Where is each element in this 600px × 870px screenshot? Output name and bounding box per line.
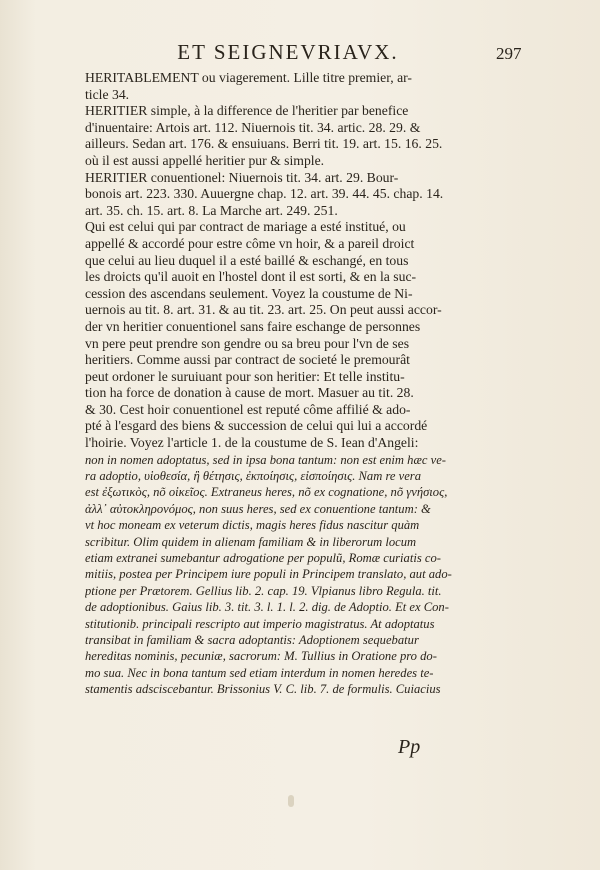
italic-line: scribitur. Olim quidem in alienam familiam & in liberorum locum bbox=[85, 534, 417, 549]
text-line: cession des ascendans seulement. Voyez la coustume de Ni- bbox=[85, 285, 413, 301]
text-line: heritiers. Comme aussi par contract de societé le premourât bbox=[85, 352, 410, 368]
italic-line: ἀλλ᾽ αὐτοκληρονόμος, non suus heres, sed ex conuentione tantum: & bbox=[85, 501, 431, 516]
signature-mark: Pp bbox=[398, 736, 421, 758]
italic-line: non in nomen adoptatus, sed in ipsa bona tantum: non est enim hæc ve- bbox=[85, 452, 446, 467]
italic-line: de adoptionibus. Gaius lib. 3. tit. 3. l. 1. l. 2. dig. de Adoptio. Et ex Con- bbox=[85, 600, 449, 615]
text-line: ailleurs. Sedan art. 176. & ensuiuans. Berri tit. 19. art. 15. 16. 25. bbox=[85, 136, 443, 152]
text-line: bonois art. 223. 330. Auuergne chap. 12. art. 39. 44. 45. chap. 14. bbox=[85, 186, 444, 202]
text-line: ticle 34. bbox=[85, 86, 130, 102]
text-line: tion ha force de donation à cause de mort. Masuer au tit. 28. bbox=[85, 385, 414, 401]
italic-line: ptione per Prætorem. Gellius lib. 2. cap. 19. Vlpianus libro Regula. tit. bbox=[85, 583, 442, 598]
page-number: 297 bbox=[496, 44, 522, 63]
italic-line: stamentis adsciscebantur. Brissonius V. C. lib. 7. de formulis. Cuiacius bbox=[85, 682, 441, 697]
italic-line: ra adoptio, υἱοθεσία, ἢ θέτησις, ἐκποίησις, εἰσποίησις. Nam re vera bbox=[85, 469, 421, 484]
text-line: HERITIER simple, à la difference de l'heritier par benefice bbox=[85, 103, 409, 119]
text-line: les droicts qu'il auoit en l'hostel dont il est sorti, & en la suc- bbox=[85, 269, 417, 285]
italic-line: vt hoc moneam ex veterum dictis, magis heres fidus nascitur quàm bbox=[85, 518, 420, 533]
text-line: l'hoirie. Voyez l'article 1. de la coustume de S. Iean d'Angeli: bbox=[85, 435, 419, 451]
text-line: HERITABLEMENT ou viagerement. Lille titre premier, ar- bbox=[85, 70, 412, 85]
text-line: où il est aussi appellé heritier pur & simple. bbox=[85, 152, 325, 168]
italic-line: mo sua. Nec in bona tantum sed etiam interdum in nomen heredes te- bbox=[85, 665, 434, 680]
page-smudge bbox=[288, 795, 294, 807]
italic-line: transibat in familiam & sacra adoptantis: Adoptionem sequebatur bbox=[85, 632, 419, 647]
text-line: pté à l'esgard des biens & succession de celui qui lui a accordé bbox=[85, 418, 428, 434]
text-line: d'inuentaire: Artois art. 112. Niuernois tit. 34. artic. 28. 29. & bbox=[85, 119, 421, 135]
text-line: peut ordoner le suruiuant pour son heritier: Et telle institu- bbox=[85, 368, 405, 384]
text-line: HERITIER conuentionel: Niuernois tit. 34. art. 29. Bour- bbox=[85, 169, 399, 185]
italic-line: hereditas nominis, pecuniæ, sacrorum: M. Tullius in Oratione pro do- bbox=[85, 649, 437, 664]
italic-line: stitutionib. principali rescripto aut imperio magistratus. At adoptatus bbox=[85, 616, 435, 631]
text-line: der vn heritier conuentionel sans faire eschange de personnes bbox=[85, 318, 421, 334]
text-line: que celui au lieu duquel il a esté baillé & eschangé, en tous bbox=[85, 252, 409, 268]
italic-line: etiam extranei sumebantur adrogatione per populũ, Romæ curiatis co- bbox=[85, 551, 441, 565]
text-block bbox=[85, 70, 485, 698]
text-line: & 30. Cest hoir conuentionel est reputé côme affilié & ado- bbox=[85, 401, 411, 417]
text-line: art. 35. ch. 15. art. 8. La Marche art. 249. 251. bbox=[85, 202, 338, 218]
text-line: uernois au tit. 8. art. 31. & au tit. 23. art. 25. On peut aussi accor- bbox=[85, 302, 442, 318]
text-line: Qui est celui qui par contract de mariage a esté institué, ou bbox=[85, 219, 406, 235]
text-line: vn pere peut prendre son gendre ou sa breu pour l'vn de ses bbox=[85, 335, 410, 351]
italic-line: mitiis, postea per Principem iure populi in Principem translato, aut ado- bbox=[85, 567, 452, 582]
text-line: appellé & accordé pour estre côme vn hoir, & a pareil droict bbox=[85, 235, 415, 251]
italic-line: est ἐξωτικὸς, nõ οἰκεῖος. Extraneus heres, nõ ex cognatione, nõ γνήσιος, bbox=[85, 485, 448, 500]
running-head: ET SEIGNEVRIAVX. bbox=[177, 40, 399, 64]
